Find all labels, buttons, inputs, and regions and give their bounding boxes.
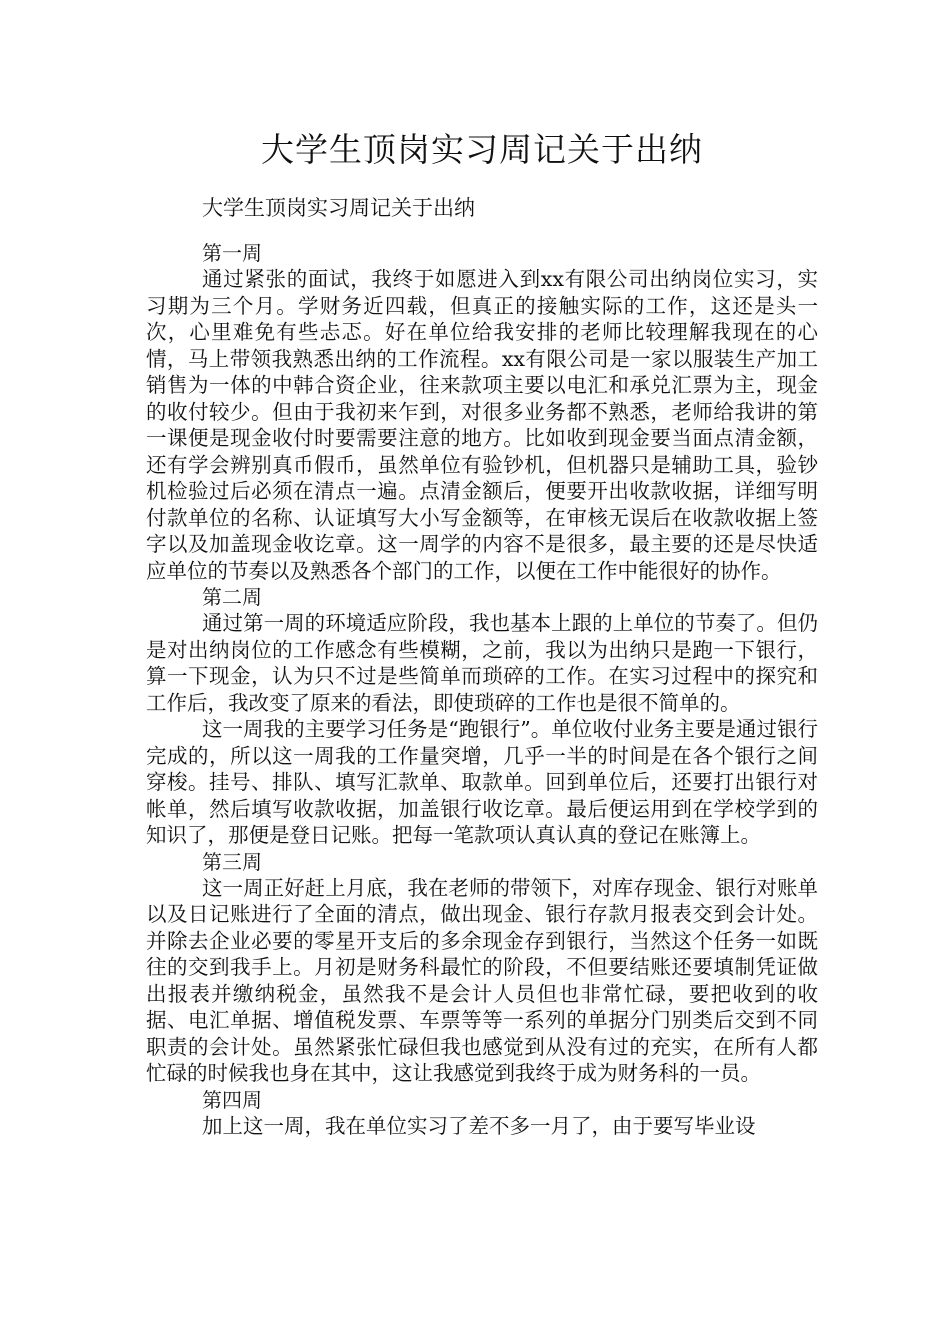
document-page <box>146 128 818 1139</box>
document-subtitle: 大学生顶岗实习周记关于出纳 <box>202 196 475 220</box>
week-heading: 第四周 <box>202 1087 262 1112</box>
section-week-3 <box>146 849 818 1087</box>
week-heading: 第一周 <box>202 241 262 265</box>
paragraph: 通过第一周的环境适应阶段，我也基本上跟的上单位的节奏了。但仍是对出纳岗位的工作感念有些模糊，之前，我以为出纳只是跑一下银行，算一下现金，认为只不过是些简单而琐碎的工作。在实习过程中的探究和工作后，我改变了原来的看法，即使琐碎的工作也是很不简单的。 <box>146 611 818 715</box>
paragraph: 这一周正好赶上月底，我在老师的带领下，对库存现金、银行对账单以及日记账进行了全面的清点，做出现金、银行存款月报表交到会计处。并除去企业必要的零星开支后的多余现金存到银行，当然这个任务一如既往的交到我手上。月初是财务科最忙的阶段，不但要结账还要填制凭证做出报表并缴纳税金，虽然我不是会计人员但也非常忙碌，要把收到的收据、电汇单据、增值税发票、车票等等一系列的单据分门别类后交到不同职责的会计处。虽然紧张忙碌但我也感觉到从没有过的充实，在所有人都忙碌的时候我也身在其中，这让我感觉到我终于成为财务科的一员。 <box>146 875 818 1085</box>
section-week-2 <box>146 584 818 849</box>
section-week-4 <box>146 1087 818 1140</box>
paragraph: 加上这一周，我在单位实习了差不多一月了，由于要写毕业设 <box>202 1113 756 1138</box>
paragraph: 通过紧张的面试，我终于如愿进入到xx有限公司出纳岗位实习，实习期为三个月。学财务近四载，但真正的接触实际的工作，这还是头一次，心里难免有些忐忑。好在单位给我安排的老师比较理解我现在的心情，马上带领我熟悉出纳的工作流程。xx有限公司是一家以服装生产加工销售为一体的中韩合资企业，往来款项主要以电汇和承兑汇票为主，现金的收付较少。但由于我初来乍到，对很多业务都不熟悉，老师给我讲的第一课便是现金收付时要需要注意的地方。比如收到现金要当面点清金额，还有学会辨别真币假币，虽然单位有验钞机，但机器只是辅助工具，验钞机检验过后必须在清点一遍。点清金额后，便要开出收款收据，详细写明付款单位的名称、认证填写大小写金额等，在审核无误后在收款收据上签字以及加盖现金收讫章。这一周学的内容不是很多，最主要的还是尽快适应单位的节奏以及熟悉各个部门的工作，以便在工作中能很好的协作。 <box>146 267 818 583</box>
paragraph: 这一周我的主要学习任务是“跑银行”。单位收付业务主要是通过银行完成的，所以这一周我的工作量突增，几乎一半的时间是在各个银行之间穿梭。挂号、排队、填写汇款单、取款单。回到单位后，还要打出银行对帐单，然后填写收款收据，加盖银行收讫章。最后便运用到在学校学到的知识了，那便是登日记账。把每一笔款项认真认真的登记在账簿上。 <box>146 717 818 847</box>
document-title: 大学生顶岗实习周记关于出纳 <box>261 130 703 169</box>
week-heading: 第三周 <box>202 849 262 874</box>
section-week-1 <box>146 240 818 584</box>
week-heading: 第二周 <box>202 585 262 609</box>
